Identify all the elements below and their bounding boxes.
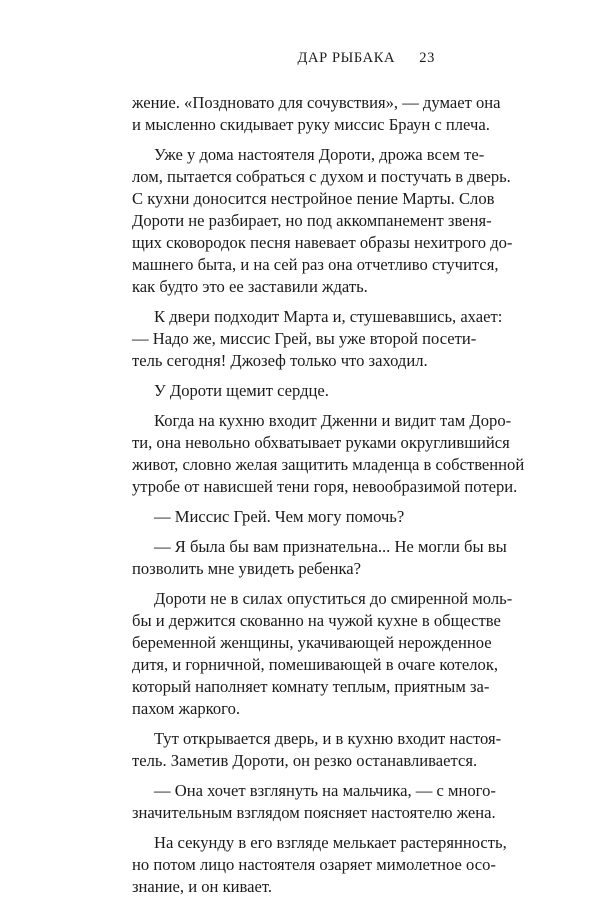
text-line: Уже у дома настоятеля Дороти, дрожа всем те- [154,145,485,164]
body-text [132,92,525,906]
text-line: лом, пытается собраться с духом и постучать в дверь. [132,167,511,186]
text-line: — Миссис Грей. Чем могу помочь? [154,507,405,526]
text-line: тель сегодня! Джозеф только что заходил. [132,351,428,370]
text-line: беременной женщины, укачивающей нерожденное [132,633,492,652]
text-line: который наполняет комнату теплым, приятным за- [132,677,490,696]
text-line: как будто это ее заставили ждать. [132,277,368,296]
text-line: К двери подходит Марта и, стушевавшись, ахает: [154,307,503,326]
text-line: У Дороти щемит сердце. [154,381,329,400]
paragraph [132,92,501,136]
page-number: 23 [419,50,435,66]
text-line: тель. Заметив Дороти, он резко останавливается. [132,751,478,770]
text-line: но потом лицо настоятеля озаряет мимолетное осо- [132,855,496,874]
text-line: ти, она невольно обхватывает руками округлившийся [132,433,510,452]
text-line: живот, словно желая защитить младенца в собственной [132,455,525,474]
paragraph [132,832,507,898]
text-line: Дороти не в силах опуститься до смиренной моль- [154,589,513,608]
paragraph [132,780,496,824]
text-line: На секунду в его взгляде мелькает растерянность, [154,833,507,852]
text-line: пахом жаркого. [132,699,241,718]
text-line: С кухни доносится нестройное пение Марты. Слов [132,189,495,208]
text-line: бы и держится скованно на чужой кухне в обществе [132,611,501,630]
text-line: Дороти не разбирает, но под аккомпанемент звеня- [132,211,492,230]
text-line: — Надо же, миссис Грей, вы уже второй посети- [132,329,477,348]
paragraph [132,144,513,298]
text-line: знание, и он кивает. [132,877,273,896]
running-head [298,50,435,67]
text-line: позволить мне увидеть ребенка? [132,559,362,578]
text-line: дитя, и горничной, помешивающей в очаге котелок, [132,655,499,674]
text-line: Тут открывается дверь, и в кухню входит настоя- [154,729,502,748]
paragraph [132,410,525,498]
text-line: — Я была бы вам признательна... Не могли бы вы [154,537,507,556]
text-line: щих сковородок песня навевает образы нехитрого до- [132,233,513,252]
text-line: утробе от нависшей тени горя, невообразимой потери. [132,477,518,496]
text-line: значительным взглядом поясняет настоятелю жена. [132,803,496,822]
text-line: машнего быта, и на сей раз она отчетливо стучится, [132,255,499,274]
running-head-title: ДАР РЫБАКА [297,50,396,66]
text-line: Когда на кухню входит Дженни и видит там Доро- [154,411,512,430]
text-line: и мысленно скидывает руку миссис Браун с плеча. [132,115,490,134]
paragraph [132,306,503,372]
paragraph [132,536,507,580]
text-line: жение. «Поздновато для сочувствия», — думает она [132,93,501,112]
paragraph [132,380,442,402]
text-line: — Она хочет взглянуть на мальчика, — с много- [154,781,496,800]
paragraph [132,506,442,528]
paragraph [132,588,513,720]
paragraph [132,728,502,772]
